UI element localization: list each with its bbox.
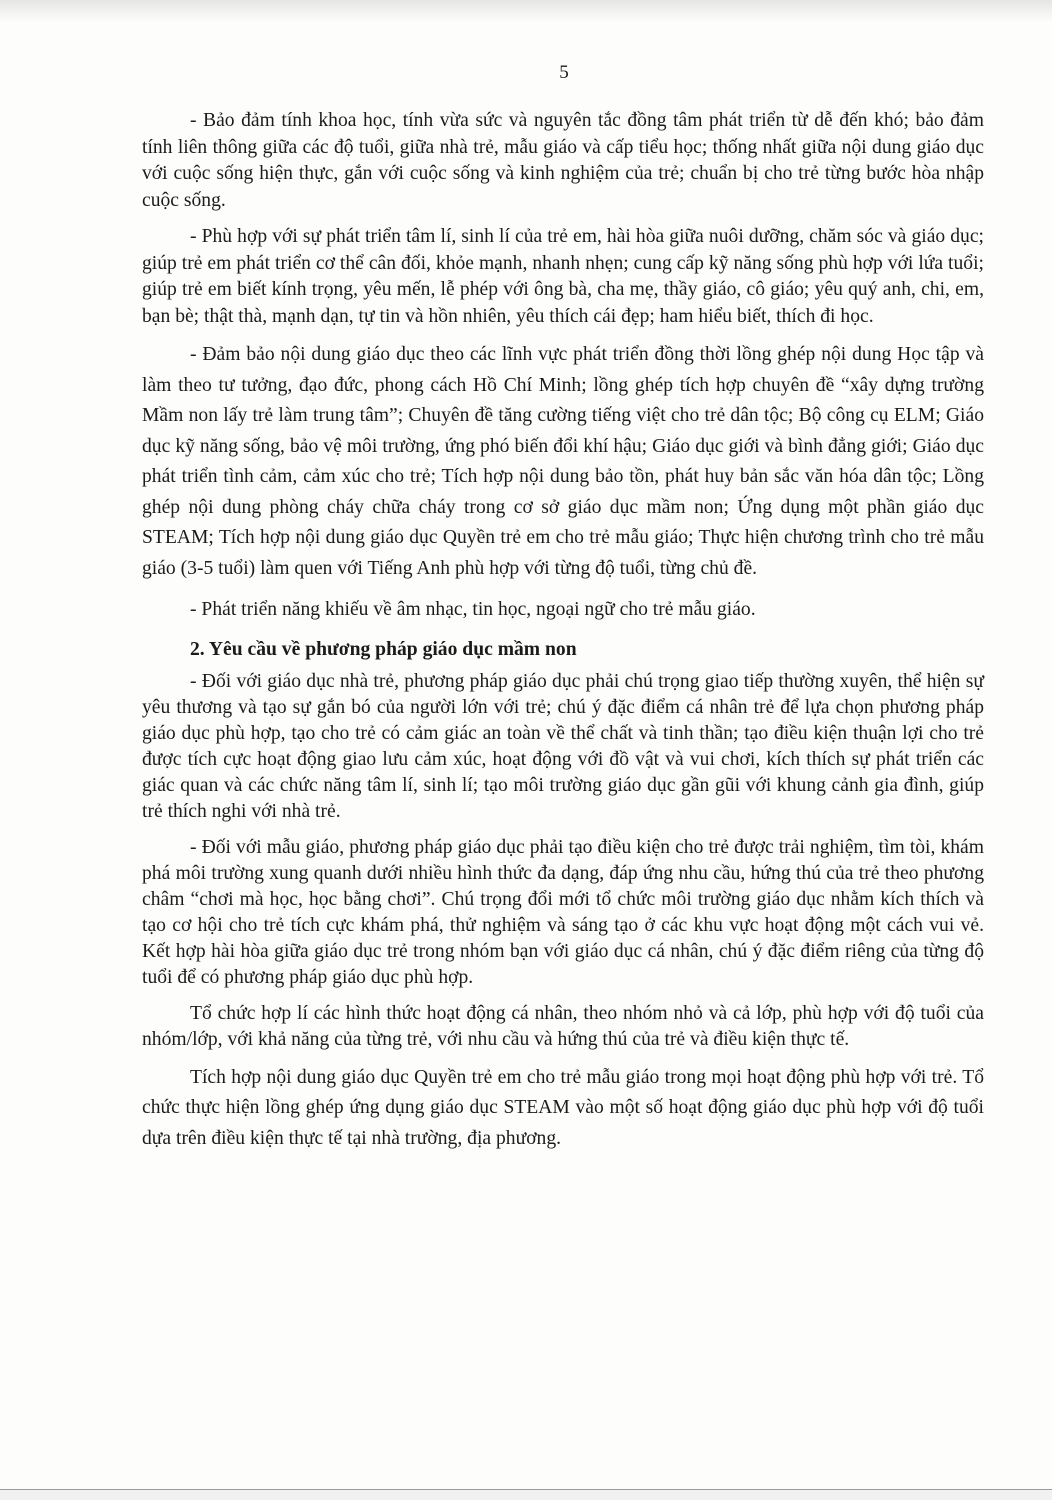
paragraph-steam-integration: Tích hợp nội dung giáo dục Quyền trẻ em cho trẻ mẫu giáo trong mọi hoạt động phù hợp với trẻ. Tổ chức thực hiện lồng ghép ứng dụng giáo dục STEAM vào một số hoạt động giáo dục phù hợp với độ tuổi dựa trên điều kiện thực tế tại nhà trường, địa phương. <box>142 1066 984 1149</box>
paragraph-integration-content: - Đảm bảo nội dung giáo dục theo các lĩnh vực phát triển đồng thời lồng ghép nội dung Học tập và làm theo tư tưởng, đạo đức, phong cách Hồ Chí Minh; lồng ghép tích hợp chuyên đề “xây dựng trường Mầm non lấy trẻ làm trung tâm”; Chuyên đề tăng cường tiếng việt cho trẻ dân tộc; Bộ công cụ ELM; Giáo dục kỹ năng sống, bảo vệ môi trường, ứng phó biến đổi khí hậu; Giáo dục giới và bình đẳng giới; Giáo dục phát triển tình cảm, cảm xúc cho trẻ; Tích hợp nội dung bảo tồn, phát huy bản sắc văn hóa dân tộc; Lồng ghép nội dung phòng cháy chữa cháy trong cơ sở giáo dục mầm non; Ứng dụng một phần giáo dục STEAM; Tích hợp nội dung giáo dục Quyền trẻ em cho trẻ mẫu giáo; Thực hiện chương trình cho trẻ mẫu giáo (3-5 tuổi) làm quen với Tiếng Anh phù hợp với từng độ tuổi, từng chủ đề. <box>142 344 984 579</box>
document-body <box>142 108 984 1165</box>
paragraph-development-harmony: - Phù hợp với sự phát triển tâm lí, sinh lí của trẻ em, hài hòa giữa nuôi dưỡng, chăm sóc và giáo dục; giúp trẻ em phát triển cơ thể cân đối, khỏe mạnh, nhanh nhẹn; cung cấp kỹ năng sống phù hợp với lứa tuổi; giúp trẻ em biết kính trọng, yêu mến, lễ phép với ông bà, cha mẹ, thầy giáo, cô giáo; yêu quý anh, chi, em, bạn bè; thật thà, mạnh dạn, tự tin và hồn nhiên, yêu thích cái đẹp; ham hiểu biết, thích đi học. <box>142 226 984 327</box>
section-heading: 2. Yêu cầu về phương pháp giáo dục mầm non <box>190 638 577 660</box>
paragraph-talent-development: - Phát triển năng khiếu về âm nhạc, tin học, ngoại ngữ cho trẻ mẫu giáo. <box>190 599 756 620</box>
scan-edge-bottom <box>0 1489 1052 1500</box>
paragraph-activity-organization: Tổ chức hợp lí các hình thức hoạt động cá nhân, theo nhóm nhỏ và cả lớp, phù hợp với độ tuổi của nhóm/lớp, với khả năng của từng trẻ, với nhu cầu và hứng thú của trẻ và điều kiện thực tế. <box>142 1002 984 1050</box>
paragraph-scientific-principles: - Bảo đảm tính khoa học, tính vừa sức và nguyên tắc đồng tâm phát triển từ dễ đến khó; bảo đảm tính liên thông giữa các độ tuổi, giữa nhà trẻ, mẫu giáo và cấp tiểu học; thống nhất giữa nội dung giáo dục với cuộc sống hiện thực, gắn với cuộc sống và kinh nghiệm của trẻ; chuẩn bị cho trẻ từng bước hòa nhập cuộc sống. <box>142 110 984 211</box>
scan-edge-top <box>0 0 1052 22</box>
paragraph-kindergarten-method: - Đối với mẫu giáo, phương pháp giáo dục phải tạo điều kiện cho trẻ được trải nghiệm, tìm tòi, khám phá môi trường xung quanh dưới nhiều hình thức đa dạng, đáp ứng nhu cầu, hứng thú của trẻ theo phương châm “chơi mà học, học bằng chơi”. Chú trọng đổi mới tổ chức môi trường giáo dục nhằm kích thích và tạo cơ hội cho trẻ tích cực khám phá, thử nghiệm và sáng tạo ở các khu vực hoạt động một cách vui vẻ. Kết hợp hài hòa giữa giáo dục trẻ trong nhóm bạn với giáo dục cá nhân, chú ý đặc điểm riêng của từng độ tuổi để có phương pháp giáo dục phù hợp. <box>142 836 984 988</box>
paragraph-nursery-method: - Đối với giáo dục nhà trẻ, phương pháp giáo dục phải chú trọng giao tiếp thường xuyên, thể hiện sự yêu thương và tạo sự gắn bó của người lớn với trẻ; chú ý đặc điểm cá nhân trẻ để lựa chọn phương pháp giáo dục phù hợp, tạo cho trẻ có cảm giác an toàn về thể chất và tinh thần; tạo điều kiện thuận lợi cho trẻ được tích cực hoạt động giao lưu cảm xúc, hoạt động với đồ vật và vui chơi, kích thích sự phát triển các giác quan và các chức năng tâm lí, sinh lí; tạo môi trường giáo dục gần gũi với khung cảnh gia đình, giúp trẻ thích nghi với nhà trẻ. <box>142 670 984 822</box>
page-number: 5 <box>559 62 569 83</box>
